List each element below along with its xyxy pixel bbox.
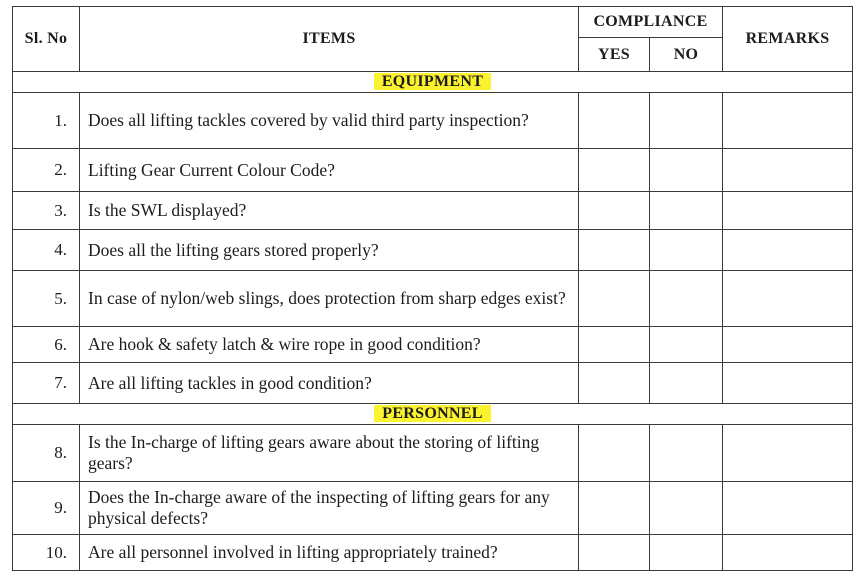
remarks-cell[interactable] [723, 327, 853, 363]
row-item-text: In case of nylon/web slings, does protection from sharp edges exist? [80, 271, 579, 327]
header-remarks: REMARKS [723, 7, 853, 72]
yes-cell[interactable] [579, 192, 650, 230]
table-row [13, 535, 853, 571]
table-row [13, 192, 853, 230]
table-row [13, 363, 853, 404]
row-item-text: Are all lifting tackles in good condition? [80, 363, 579, 404]
remarks-cell[interactable] [723, 93, 853, 149]
no-cell[interactable] [650, 271, 723, 327]
yes-cell[interactable] [579, 482, 650, 535]
remarks-cell[interactable] [723, 192, 853, 230]
remarks-cell[interactable] [723, 230, 853, 271]
yes-cell[interactable] [579, 93, 650, 149]
no-cell[interactable] [650, 149, 723, 192]
remarks-cell[interactable] [723, 271, 853, 327]
table-row [13, 327, 853, 363]
no-cell[interactable] [650, 482, 723, 535]
no-cell[interactable] [650, 230, 723, 271]
no-cell[interactable] [650, 425, 723, 482]
row-number: 8. [13, 425, 80, 482]
row-number: 5. [13, 271, 80, 327]
row-number: 3. [13, 192, 80, 230]
no-cell[interactable] [650, 535, 723, 571]
remarks-cell[interactable] [723, 149, 853, 192]
header-sl-no: Sl. No [13, 7, 80, 72]
row-number: 1. [13, 93, 80, 149]
yes-cell[interactable] [579, 535, 650, 571]
table-row [13, 271, 853, 327]
table-row [13, 93, 853, 149]
row-item-text: Lifting Gear Current Colour Code? [80, 149, 579, 192]
row-item-text: Does the In-charge aware of the inspecting of lifting gears for any physical defects? [80, 482, 579, 535]
row-number: 7. [13, 363, 80, 404]
row-number: 6. [13, 327, 80, 363]
header-row-top [13, 7, 853, 38]
no-cell[interactable] [650, 93, 723, 149]
yes-cell[interactable] [579, 425, 650, 482]
section-title-personnel: PERSONNEL [374, 405, 491, 422]
header-yes: YES [579, 38, 650, 72]
table-row [13, 425, 853, 482]
section-title-equipment: EQUIPMENT [374, 73, 491, 90]
yes-cell[interactable] [579, 271, 650, 327]
row-item-text: Does all lifting tackles covered by valid third party inspection? [80, 93, 579, 149]
section-title-cell [13, 72, 853, 93]
remarks-cell[interactable] [723, 535, 853, 571]
row-number: 4. [13, 230, 80, 271]
header-compliance: COMPLIANCE [579, 7, 723, 38]
no-cell[interactable] [650, 363, 723, 404]
row-item-text: Are all personnel involved in lifting appropriately trained? [80, 535, 579, 571]
row-item-text: Does all the lifting gears stored properly? [80, 230, 579, 271]
lifting-checklist-table [12, 6, 853, 571]
remarks-cell[interactable] [723, 363, 853, 404]
section-title-cell [13, 404, 853, 425]
table-row [13, 230, 853, 271]
row-item-text: Is the SWL displayed? [80, 192, 579, 230]
section-row-personnel [13, 404, 853, 425]
yes-cell[interactable] [579, 149, 650, 192]
yes-cell[interactable] [579, 363, 650, 404]
row-item-text: Is the In-charge of lifting gears aware about the storing of lifting gears? [80, 425, 579, 482]
remarks-cell[interactable] [723, 425, 853, 482]
yes-cell[interactable] [579, 327, 650, 363]
header-no: NO [650, 38, 723, 72]
table-row [13, 482, 853, 535]
row-number: 10. [13, 535, 80, 571]
row-item-text: Are hook & safety latch & wire rope in good condition? [80, 327, 579, 363]
checklist-sheet [12, 6, 852, 571]
no-cell[interactable] [650, 327, 723, 363]
remarks-cell[interactable] [723, 482, 853, 535]
yes-cell[interactable] [579, 230, 650, 271]
table-row [13, 149, 853, 192]
no-cell[interactable] [650, 192, 723, 230]
section-row-equipment [13, 72, 853, 93]
row-number: 9. [13, 482, 80, 535]
row-number: 2. [13, 149, 80, 192]
header-items: ITEMS [80, 7, 579, 72]
